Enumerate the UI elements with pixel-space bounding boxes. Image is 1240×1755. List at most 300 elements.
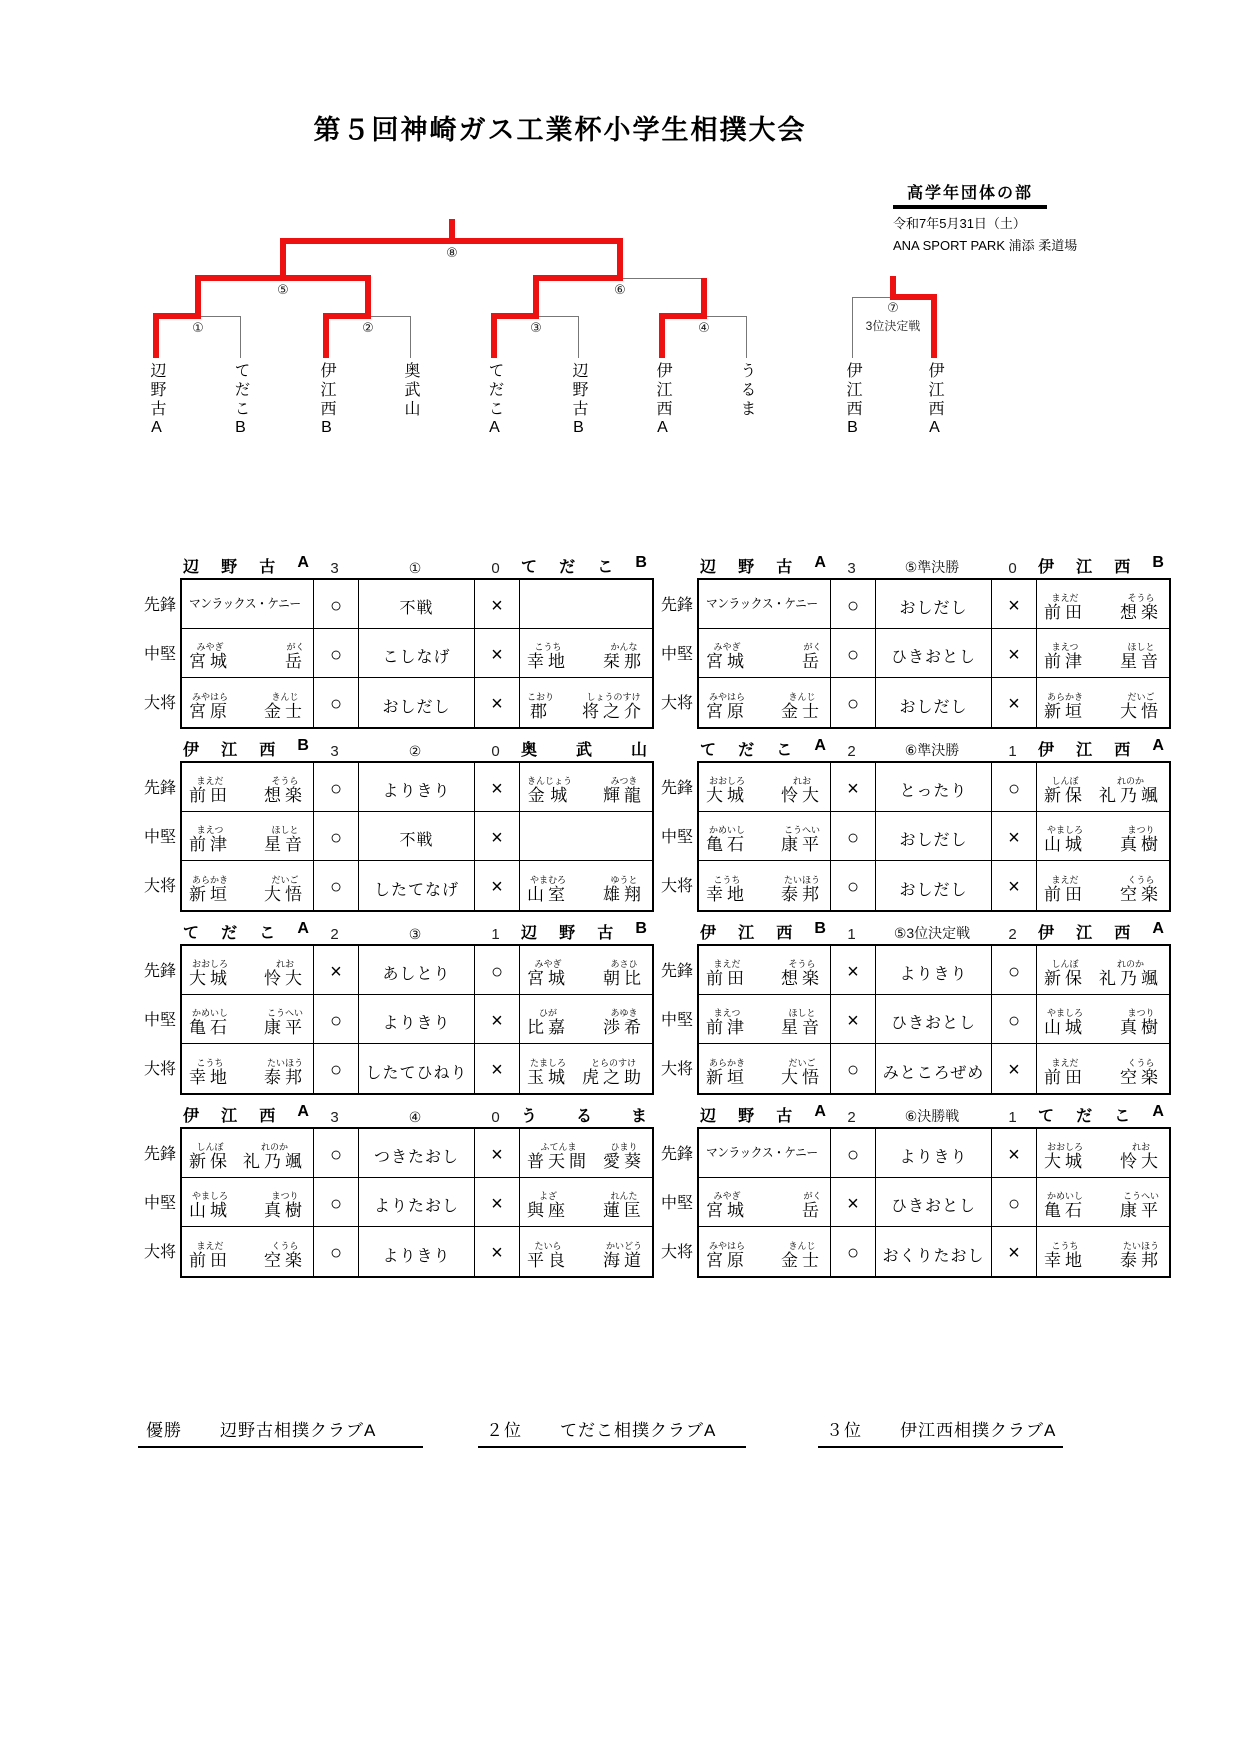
winning-technique: よりきり	[359, 763, 475, 811]
wrestler-name-part: 雄翔ゆうと	[603, 875, 645, 904]
wrestler-name-part: 康平こうへい	[781, 825, 823, 854]
wrestler-name-part: 幸地こうち	[706, 875, 748, 904]
left-team-name: 辺 野 古 A	[700, 1103, 826, 1125]
wrestler-name-part: 新保しんぼ	[1044, 959, 1086, 988]
winning-technique: おしだし	[876, 861, 992, 910]
right-wrestler-name	[1037, 678, 1169, 727]
position-label: 大将	[143, 1244, 176, 1261]
wrestler-name-part: 真樹まつり	[1120, 1008, 1162, 1037]
wrestler-name-part: 玉城たましろ	[527, 1058, 569, 1087]
wrestler-name-part: 山城やましろ	[189, 1191, 231, 1220]
wrestler-name-part: 真樹まつり	[264, 1191, 306, 1220]
third-place-note: 3位決定戦	[865, 319, 921, 333]
wrestler-name-part: 泰邦たいほう	[1120, 1241, 1162, 1270]
match-table-grid	[697, 1127, 1171, 1278]
right-wrestler-name	[1037, 995, 1169, 1043]
left-result-mark: ○	[314, 1178, 359, 1226]
left-result-mark: ○	[314, 629, 359, 677]
position-label: 大将	[143, 1061, 176, 1078]
wrestler-name-part: 普天間ふてんま	[527, 1142, 590, 1171]
right-team-score: 1	[1008, 743, 1017, 760]
wrestler-name-part: 幸地こうち	[189, 1058, 231, 1087]
right-result-mark: ×	[992, 629, 1037, 677]
bout-row	[182, 946, 652, 995]
left-team-name: 伊 江 西 A	[183, 1103, 309, 1125]
left-team-score: 3	[330, 560, 339, 577]
match-label: ⑥決勝戦	[904, 1108, 960, 1124]
wrestler-name-part: 平良たいら	[527, 1241, 569, 1270]
winner-path	[533, 275, 623, 281]
match-table-grid	[180, 1127, 654, 1278]
right-team-score: 1	[491, 926, 500, 943]
right-wrestler-name	[520, 861, 652, 910]
position-label: 先鋒	[143, 963, 176, 980]
winning-technique: あしとり	[359, 946, 475, 994]
winning-technique: とったり	[876, 763, 992, 811]
right-result-mark: ×	[992, 812, 1037, 860]
position-label: 中堅	[660, 1012, 693, 1029]
result-third	[818, 1416, 1063, 1448]
bout-row	[182, 995, 652, 1044]
division-heading: 高学年団体の部	[893, 180, 1047, 209]
left-team-name: 伊 江 西 B	[700, 920, 826, 942]
bout-row	[699, 812, 1169, 861]
wrestler-name-part: 怜大れお	[781, 776, 823, 805]
right-result-mark: ×	[992, 678, 1037, 727]
winning-technique: おしだし	[359, 678, 475, 727]
right-result-mark: ×	[475, 1178, 520, 1226]
match-label: ⑤準決勝	[904, 559, 960, 575]
left-wrestler-name	[699, 763, 831, 811]
bout-row	[182, 1044, 652, 1093]
wrestler-name-part: 星音ほしと	[264, 825, 306, 854]
winner-path	[153, 316, 159, 358]
position-label: 大将	[660, 695, 693, 712]
position-label: 中堅	[660, 829, 693, 846]
left-result-mark: ○	[831, 1044, 876, 1093]
winning-technique: よりたおし	[359, 1178, 475, 1226]
wrestler-name-part: 海道かいどう	[603, 1241, 645, 1270]
right-result-mark: ×	[475, 580, 520, 628]
result-label: ３位	[826, 1421, 862, 1440]
right-team-score: 0	[491, 560, 500, 577]
position-label: 先鋒	[143, 780, 176, 797]
left-wrestler-name	[182, 580, 314, 628]
result-club: 伊江西相撲クラブA	[900, 1421, 1057, 1440]
bout-row	[699, 629, 1169, 678]
winner-path	[491, 313, 539, 319]
winning-technique: したてひねり	[359, 1044, 475, 1093]
winner-path	[449, 219, 455, 241]
wrestler-name-part: 比嘉ひが	[527, 1008, 569, 1037]
left-result-mark: ○	[831, 812, 876, 860]
wrestler-name-part: 康平こうへい	[264, 1008, 306, 1037]
right-wrestler-name	[520, 946, 652, 994]
right-wrestler-name	[520, 1227, 652, 1276]
bracket-team: 辺野古A	[148, 362, 165, 439]
match-table-header	[180, 553, 650, 577]
right-team-name: 伊 江 西 B	[1038, 554, 1164, 576]
right-result-mark: ×	[992, 1227, 1037, 1276]
position-label: 大将	[660, 1244, 693, 1261]
left-wrestler-name	[699, 580, 831, 628]
wrestler-name-part: 岳がく	[802, 1191, 823, 1220]
right-team-name: て だ こ B	[521, 554, 647, 576]
wrestler-name-part: 山城やましろ	[1044, 1008, 1086, 1037]
left-wrestler-name	[182, 1178, 314, 1226]
wrestler-name-part: 礼乃颯れのか	[243, 1142, 306, 1171]
bout-row	[699, 1044, 1169, 1093]
left-team-score: 2	[847, 1109, 856, 1126]
right-result-mark: ○	[992, 1178, 1037, 1226]
right-result-mark: ○	[992, 995, 1037, 1043]
left-wrestler-name	[699, 861, 831, 910]
position-label: 中堅	[143, 1012, 176, 1029]
wrestler-name-part: 怜大れお	[264, 959, 306, 988]
wrestler-name-part: 大悟だいご	[781, 1058, 823, 1087]
wrestler-name-part: 前田まえだ	[1044, 593, 1086, 622]
winner-path	[491, 316, 497, 358]
right-wrestler-name	[1037, 861, 1169, 910]
right-result-mark: ×	[475, 1227, 520, 1276]
left-result-mark: ×	[831, 763, 876, 811]
wrestler-name-part: 将之介しょうのすけ	[582, 692, 645, 721]
bracket-line	[746, 316, 747, 358]
right-wrestler-name	[1037, 1044, 1169, 1093]
wrestler-name-part: 前田まえだ	[189, 1241, 231, 1270]
position-label: 中堅	[660, 1195, 693, 1212]
wrestler-name-part: 宮原みやはら	[189, 692, 231, 721]
match-table-grid	[180, 944, 654, 1095]
right-result-mark: ×	[475, 995, 520, 1043]
page-title: 第５回神崎ガス工業杯小学生相撲大会	[313, 115, 807, 145]
right-result-mark: ×	[475, 861, 520, 910]
match-label: ③	[408, 926, 422, 942]
left-result-mark: ○	[831, 1227, 876, 1276]
bracket-line	[578, 316, 579, 358]
wrestler-name-part: 前津まえつ	[189, 825, 231, 854]
winner-path	[533, 278, 539, 316]
wrestler-name-katakana: マンラックス・ケニー	[189, 595, 301, 611]
winning-technique: よりきり	[359, 995, 475, 1043]
wrestler-name-part: 亀石かめいし	[1044, 1191, 1086, 1220]
right-team-score: 0	[491, 743, 500, 760]
left-result-mark: ○	[831, 861, 876, 910]
bout-row	[182, 861, 652, 910]
wrestler-name-part: 星音ほしと	[781, 1008, 823, 1037]
winning-technique: みところぜめ	[876, 1044, 992, 1093]
match-number: ②	[362, 320, 374, 335]
wrestler-name-part: 岳がく	[285, 642, 306, 671]
match-label: ④	[408, 1109, 422, 1125]
wrestler-name-part: 想楽そうら	[1120, 593, 1162, 622]
left-team-name: 辺 野 古 A	[183, 554, 309, 576]
match-table-header	[697, 919, 1167, 943]
left-result-mark: ○	[314, 1227, 359, 1276]
match-number: ⑤	[277, 282, 289, 297]
wrestler-name-part: 亀石かめいし	[189, 1008, 231, 1037]
winner-path	[280, 241, 286, 278]
left-team-name: て だ こ A	[700, 737, 826, 759]
left-result-mark: ○	[314, 1129, 359, 1177]
bracket-line	[240, 316, 241, 358]
event-date: 令和7年5月31日（土）	[893, 216, 1026, 231]
right-wrestler-name	[520, 629, 652, 677]
position-label: 先鋒	[143, 597, 176, 614]
match-number: ①	[192, 320, 204, 335]
wrestler-name-part: 幸地こうち	[1044, 1241, 1086, 1270]
match-label: ⑥準決勝	[904, 742, 960, 758]
wrestler-name-part: 礼乃颯れのか	[1099, 959, 1162, 988]
match-number: ⑧	[446, 245, 458, 260]
left-team-score: 2	[847, 743, 856, 760]
right-team-score: 0	[1008, 560, 1017, 577]
match-table-grid	[697, 761, 1171, 912]
right-result-mark: ×	[992, 1044, 1037, 1093]
match-label: ②	[408, 743, 422, 759]
right-result-mark: ×	[475, 812, 520, 860]
bracket-team: てだこA	[486, 362, 503, 439]
wrestler-name-part: 山城やましろ	[1044, 825, 1086, 854]
match-table-header	[180, 736, 650, 760]
bout-row	[182, 629, 652, 678]
position-label: 大将	[660, 878, 693, 895]
winner-path	[701, 278, 707, 316]
left-wrestler-name	[699, 995, 831, 1043]
event-info	[893, 180, 1193, 254]
wrestler-name-part: 岳がく	[802, 642, 823, 671]
left-result-mark: ○	[314, 763, 359, 811]
left-result-mark: ○	[314, 812, 359, 860]
right-wrestler-name	[520, 995, 652, 1043]
left-team-name: て だ こ A	[183, 920, 309, 942]
event-venue: ANA SPORT PARK 浦添 柔道場	[893, 238, 1078, 253]
right-team-name: う る ま	[521, 1108, 647, 1125]
position-label: 先鋒	[660, 780, 693, 797]
wrestler-name-part: 礼乃颯れのか	[1099, 776, 1162, 805]
left-team-score: 3	[330, 743, 339, 760]
winning-technique: したてなげ	[359, 861, 475, 910]
match-table-grid	[180, 761, 654, 912]
left-wrestler-name	[699, 1129, 831, 1177]
right-team-score: 1	[1008, 1109, 1017, 1126]
left-wrestler-name	[699, 1227, 831, 1276]
right-result-mark: ×	[475, 763, 520, 811]
right-wrestler-name	[520, 763, 652, 811]
left-team-score: 3	[330, 1109, 339, 1126]
bout-row	[699, 946, 1169, 995]
wrestler-name-part: 宮城みやぎ	[527, 959, 569, 988]
left-result-mark: ○	[831, 580, 876, 628]
wrestler-name-part: 與座よざ	[527, 1191, 569, 1220]
bracket-team: 伊江西B	[318, 362, 335, 439]
wrestler-name-part: 宮原みやはら	[706, 692, 748, 721]
right-result-mark: ×	[475, 629, 520, 677]
bout-row	[699, 1129, 1169, 1178]
right-result-mark: ×	[475, 1044, 520, 1093]
right-wrestler-name	[520, 812, 652, 860]
left-wrestler-name	[699, 1178, 831, 1226]
left-result-mark: ○	[314, 1044, 359, 1093]
wrestler-name-part: 大悟だいご	[1120, 692, 1162, 721]
wrestler-name-part: 前田まえだ	[706, 959, 748, 988]
wrestler-name-part: 空楽くうら	[1120, 1058, 1162, 1087]
wrestler-name-part: 空楽くうら	[1120, 875, 1162, 904]
wrestler-name-part: 新保しんぼ	[1044, 776, 1086, 805]
right-wrestler-name	[520, 1178, 652, 1226]
winner-path	[659, 316, 665, 358]
wrestler-name-part: 星音ほしと	[1120, 642, 1162, 671]
position-label: 中堅	[143, 646, 176, 663]
right-team-name: 奥 武 山	[521, 742, 647, 759]
wrestler-name-part: 康平こうへい	[1120, 1191, 1162, 1220]
wrestler-name-part: 新垣あらかき	[189, 875, 231, 904]
bracket-team: うるま	[738, 362, 755, 419]
right-result-mark: ○	[992, 763, 1037, 811]
wrestler-name-part: 大城おおしろ	[189, 959, 231, 988]
left-wrestler-name	[182, 812, 314, 860]
left-wrestler-name	[182, 1129, 314, 1177]
right-team-name: 辺 野 古 B	[521, 920, 647, 942]
match-table-header	[697, 1102, 1167, 1126]
winner-path	[659, 313, 707, 319]
wrestler-name-part: 蓮匡れんた	[603, 1191, 645, 1220]
result-champion	[138, 1416, 423, 1448]
right-wrestler-name	[1037, 580, 1169, 628]
wrestler-name-part: 前津まえつ	[1044, 642, 1086, 671]
match-table-grid	[697, 578, 1171, 729]
left-result-mark: ○	[314, 580, 359, 628]
left-wrestler-name	[182, 678, 314, 727]
match-number: ⑦	[887, 300, 899, 315]
right-result-mark: ○	[475, 946, 520, 994]
right-team-name: 伊 江 西 A	[1038, 737, 1164, 759]
left-wrestler-name	[182, 1044, 314, 1093]
wrestler-name-part: 空楽くうら	[264, 1241, 306, 1270]
wrestler-name-katakana: マンラックス・ケニー	[706, 1144, 818, 1160]
left-team-score: 3	[847, 560, 856, 577]
bout-row	[182, 1178, 652, 1227]
winner-path	[617, 241, 623, 278]
right-wrestler-name	[1037, 629, 1169, 677]
wrestler-name-part: 宮城みやぎ	[189, 642, 231, 671]
wrestler-name-part: 郡こおり	[527, 692, 555, 721]
position-label: 大将	[143, 878, 176, 895]
right-result-mark: ×	[475, 1129, 520, 1177]
bout-row	[182, 1129, 652, 1178]
wrestler-name-part: 金士きんじ	[264, 692, 306, 721]
left-team-name: 辺 野 古 A	[700, 554, 826, 576]
result-label: 優勝	[146, 1421, 182, 1440]
position-label: 中堅	[143, 829, 176, 846]
left-wrestler-name	[699, 812, 831, 860]
winning-technique: おしだし	[876, 580, 992, 628]
winning-technique: ひきおとし	[876, 995, 992, 1043]
left-result-mark: ○	[831, 1129, 876, 1177]
winning-technique: よりきり	[876, 946, 992, 994]
wrestler-name-part: 愛葵ひまり	[603, 1142, 645, 1171]
left-wrestler-name	[182, 861, 314, 910]
bout-row	[699, 763, 1169, 812]
position-label: 先鋒	[660, 597, 693, 614]
winner-path	[365, 278, 371, 316]
winning-technique: 不戦	[359, 812, 475, 860]
position-label: 先鋒	[660, 963, 693, 980]
wrestler-name-part: 想楽そうら	[781, 959, 823, 988]
right-team-name: 伊 江 西 A	[1038, 920, 1164, 942]
wrestler-name-part: 宮原みやはら	[706, 1241, 748, 1270]
wrestler-name-part: 亀石かめいし	[706, 825, 748, 854]
left-wrestler-name	[182, 763, 314, 811]
right-wrestler-name	[520, 580, 652, 628]
wrestler-name-part: 朝比あさひ	[603, 959, 645, 988]
bracket-team: 奥武山	[402, 362, 419, 419]
result-club: 辺野古相撲クラブA	[220, 1421, 377, 1440]
left-wrestler-name	[699, 1044, 831, 1093]
left-result-mark: ×	[831, 995, 876, 1043]
bracket-team: てだこB	[232, 362, 249, 439]
right-result-mark: ×	[992, 580, 1037, 628]
bout-row	[699, 1227, 1169, 1276]
match-table-header	[697, 553, 1167, 577]
position-label: 中堅	[660, 646, 693, 663]
winning-technique: おしだし	[876, 812, 992, 860]
wrestler-name-part: 山室やまむろ	[527, 875, 569, 904]
left-team-name: 伊 江 西 B	[183, 737, 309, 759]
wrestler-name-part: 前津まえつ	[706, 1008, 748, 1037]
position-label: 大将	[143, 695, 176, 712]
bout-row	[182, 812, 652, 861]
bout-row	[699, 678, 1169, 727]
result-club: てだこ相撲クラブA	[560, 1421, 717, 1440]
wrestler-name-part: 新垣あらかき	[706, 1058, 748, 1087]
winning-technique: ひきおとし	[876, 629, 992, 677]
bout-row	[182, 678, 652, 727]
left-result-mark: ○	[314, 861, 359, 910]
right-team-score: 2	[1008, 926, 1017, 943]
left-wrestler-name	[699, 629, 831, 677]
match-table-grid	[180, 578, 654, 729]
wrestler-name-part: 虎之助とらのすけ	[582, 1058, 645, 1087]
right-wrestler-name	[1037, 763, 1169, 811]
result-second	[478, 1416, 746, 1448]
result-label: ２位	[486, 1421, 522, 1440]
position-label: 先鋒	[660, 1146, 693, 1163]
match-table-grid	[697, 944, 1171, 1095]
right-wrestler-name	[520, 1129, 652, 1177]
left-wrestler-name	[182, 946, 314, 994]
right-result-mark: ×	[475, 678, 520, 727]
left-wrestler-name	[182, 995, 314, 1043]
right-wrestler-name	[520, 1044, 652, 1093]
wrestler-name-part: 前田まえだ	[1044, 875, 1086, 904]
wrestler-name-part: 大城おおしろ	[1044, 1142, 1086, 1171]
wrestler-name-part: 真樹まつり	[1120, 825, 1162, 854]
right-result-mark: ×	[992, 861, 1037, 910]
right-wrestler-name	[1037, 812, 1169, 860]
right-wrestler-name	[520, 678, 652, 727]
left-team-score: 1	[847, 926, 856, 943]
wrestler-name-part: 栞那かんな	[603, 642, 645, 671]
bout-row	[699, 995, 1169, 1044]
right-team-score: 0	[491, 1109, 500, 1126]
match-label: ①	[408, 560, 422, 576]
match-table-header	[697, 736, 1167, 760]
winning-technique: おしだし	[876, 678, 992, 727]
right-wrestler-name	[1037, 946, 1169, 994]
wrestler-name-part: 金士きんじ	[781, 1241, 823, 1270]
bracket-team-third-place: 伊江西A	[926, 362, 943, 439]
